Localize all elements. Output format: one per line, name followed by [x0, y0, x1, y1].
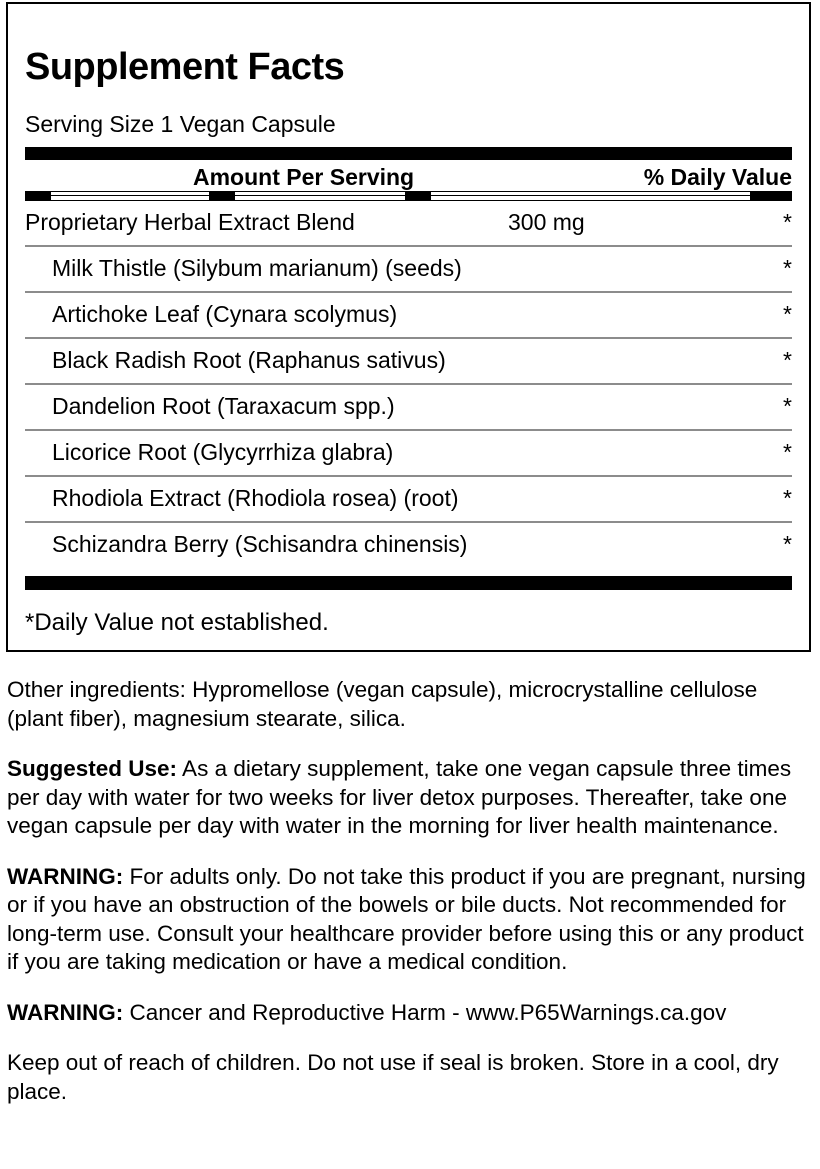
warning-text: For adults only. Do not take this product if you are pregnant, nursing or if you have an obstruction of the bowels or bile ducts. Not recommended for long-term use. Consult your healthcare provider before using this or any product if you are taking medication or have a medical condition. — [7, 863, 806, 974]
panel-title: Supplement Facts — [25, 46, 345, 88]
suggested-use-label: Suggested Use: — [7, 756, 178, 781]
table-row — [25, 247, 792, 293]
serving-size: Serving Size 1 Vegan Capsule — [25, 111, 336, 137]
divider-segment — [405, 192, 431, 200]
storage-paragraph: Keep out of reach of children. Do not use if seal is broken. Store in a cool, dry place. — [7, 1050, 779, 1104]
divider-segment — [209, 192, 235, 200]
table-row — [25, 339, 792, 385]
daily-value-header: % Daily Value — [643, 164, 792, 190]
ingredient-amount: 300 mg — [508, 209, 585, 235]
ingredient-name: Milk Thistle (Silybum marianum) (seeds) — [52, 255, 462, 281]
ingredient-daily-value: * — [783, 531, 792, 557]
warning-paragraph — [7, 863, 814, 977]
prop65-warning-paragraph — [7, 999, 814, 1028]
ingredient-name: Schizandra Berry (Schisandra chinensis) — [52, 531, 468, 557]
ingredient-name: Rhodiola Extract (Rhodiola rosea) (root) — [52, 485, 459, 511]
ingredient-name: Black Radish Root (Raphanus sativus) — [52, 347, 446, 373]
bottom-thick-rule — [25, 576, 792, 590]
ingredient-daily-value: * — [783, 393, 792, 419]
divider-segment — [766, 192, 792, 200]
table-row — [25, 431, 792, 477]
table-row — [25, 385, 792, 431]
ingredient-daily-value: * — [783, 255, 792, 281]
prop65-warning-text: Cancer and Reproductive Harm - www.P65Warnings.ca.gov — [123, 999, 727, 1025]
table-row — [25, 293, 792, 339]
table-row — [25, 201, 792, 247]
suggested-use-paragraph — [7, 755, 814, 841]
warning-label: WARNING: — [7, 863, 124, 889]
divider-segment — [25, 192, 51, 200]
ingredient-daily-value: * — [783, 485, 792, 511]
column-header-row — [25, 165, 792, 189]
supplement-facts-panel — [6, 2, 811, 652]
ingredient-name: Licorice Root (Glycyrrhiza glabra) — [52, 439, 394, 465]
table-row — [25, 523, 792, 567]
ingredient-daily-value: * — [783, 347, 792, 373]
prop65-warning-label: WARNING: — [7, 999, 124, 1025]
top-thick-rule — [25, 147, 792, 160]
ingredient-name: Dandelion Root (Taraxacum spp.) — [52, 393, 395, 419]
header-divider-rule — [25, 191, 792, 201]
amount-per-serving-header: Amount Per Serving — [193, 164, 415, 190]
label-body-text — [7, 676, 814, 1106]
other-ingredients-paragraph: Other ingredients: Hypromellose (vegan capsule), microcrystalline cellulose (plant fiber), magnesium stearate, silica. — [7, 677, 758, 731]
ingredient-daily-value: * — [783, 209, 792, 235]
table-row — [25, 477, 792, 523]
suggested-use-text: As a dietary supplement, take one vegan capsule three times per day with water for two weeks for liver detox purposes. Thereafter, take one vegan capsule per day with water in the morning for liver health maintenance. — [7, 756, 792, 838]
ingredient-daily-value: * — [783, 439, 792, 465]
ingredient-daily-value: * — [783, 301, 792, 327]
daily-value-footnote: *Daily Value not established. — [25, 609, 329, 636]
ingredient-table — [25, 201, 792, 567]
ingredient-name: Artichoke Leaf (Cynara scolymus) — [52, 301, 398, 327]
ingredient-name: Proprietary Herbal Extract Blend — [25, 209, 355, 235]
